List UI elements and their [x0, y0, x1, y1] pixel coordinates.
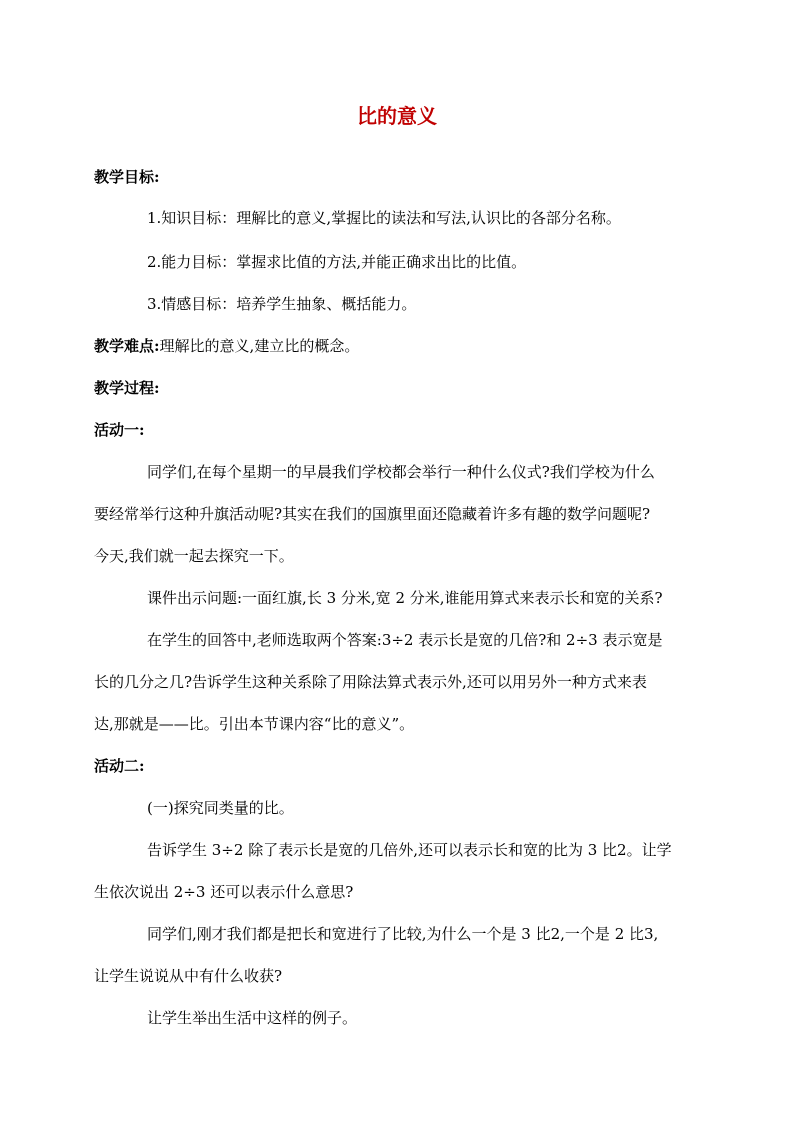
paragraph-line: 告诉学生 3÷2 除了表示长是宽的几倍外,还可以表示长和宽的比为 3 比2。让学 [147, 841, 672, 859]
paragraph-goal-knowledge: 1.知识目标：理解比的意义,掌握比的读法和写法,认识比的各部分名称。 [147, 209, 621, 227]
paragraph-line: 让学生说说从中有什么收获? [94, 967, 283, 985]
page-title: 比的意义 [357, 104, 437, 128]
paragraph-line: 要经常举行这种升旗活动呢?其实在我们的国旗里面还隐藏着许多有趣的数学问题呢? [94, 505, 651, 523]
paragraph-line: 同学们,在每个星期一的早晨我们学校都会举行一种什么仪式?我们学校为什么 [147, 463, 655, 481]
difficulty-label: 教学难点: [94, 337, 160, 355]
section-heading-activity-two: 活动二: [94, 757, 145, 775]
section-heading-activity-one: 活动一: [94, 421, 145, 439]
paragraph-line: 达,那就是——比。引出本节课内容“比的意义”。 [94, 715, 415, 733]
paragraph-line: 今天,我们就一起去探究一下。 [94, 547, 294, 565]
paragraph-line: 在学生的回答中,老师选取两个答案:3÷2 表示长是宽的几倍?和 2÷3 表示宽是 [147, 631, 663, 649]
section-heading-goals: 教学目标: [94, 168, 160, 186]
paragraph-line: 长的几分之几?告诉学生这种关系除了用除法算式表示外,还可以用另外一种方式来表 [94, 673, 647, 691]
paragraph-line: (一)探究同类量的比。 [147, 799, 294, 817]
paragraph-line: 生依次说出 2÷3 还可以表示什么意思? [94, 883, 354, 901]
paragraph-line: 课件出示问题:一面红旗,长 3 分米,宽 2 分米,谁能用算式来表示长和宽的关系? [147, 589, 663, 607]
paragraph-goal-emotion: 3.情感目标：培养学生抽象、概括能力。 [147, 295, 417, 313]
paragraph-goal-ability: 2.能力目标：掌握求比值的方法,并能正确求出比的比值。 [147, 253, 527, 271]
section-heading-process: 教学过程: [94, 379, 160, 397]
difficulty-text: 理解比的意义,建立比的概念。 [159, 337, 360, 355]
paragraph-line: 同学们,刚才我们都是把长和宽进行了比较,为什么一个是 3 比2,一个是 2 比3, [147, 925, 659, 943]
paragraph-line: 让学生举出生活中这样的例子。 [147, 1009, 358, 1027]
paragraph-difficulty [94, 334, 714, 358]
